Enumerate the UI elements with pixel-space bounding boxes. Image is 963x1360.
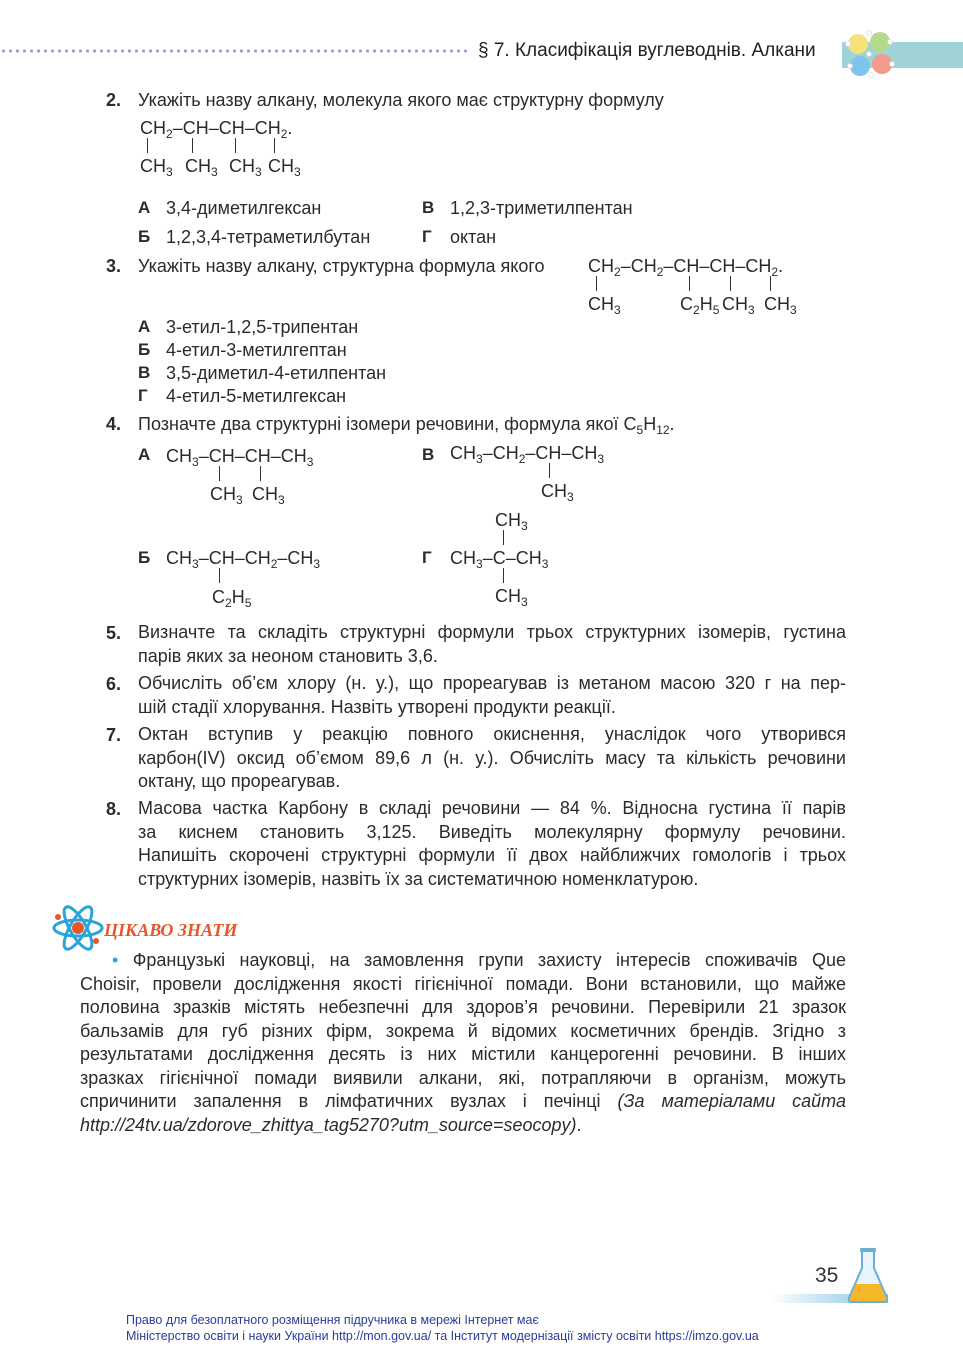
q2-option-g-text: октан [450,227,497,247]
q3-option-b-letter: Б [138,340,151,359]
header-dotted-line [0,49,470,53]
q3-option-g-text: 4-етил-5-метилгексан [166,386,347,406]
q3-option-b-text: 4-етил-3-метилгептан [166,340,347,360]
q3-option-a-letter: А [138,317,151,336]
footer-line-1: Право для безоплатного розміщення підручника в мережі Інтернет має [126,1313,539,1327]
q3-option-a-text: 3-етил-1,2,5-трипентан [166,317,359,337]
q3-number: 3. [106,256,122,276]
q7-number: 7. [106,725,122,745]
q3-option-g-letter: Г [138,386,148,405]
q3-text: Укажіть назву алкану, структурна формула якого [138,256,545,276]
q6-number: 6. [106,674,122,694]
q8-text: Масова частка Карбону в складі речовини — 84 %. Відносна густина її парів за киснем становить 3,125. Виведіть молекулярну формулу речовини. Напишіть скорочені структурні формули її двох найближчих гомологів і трьох структурних ізомерів, назвіть їх за систематичною номенклатурою. [138,798,846,889]
q2-option-a-text: 3,4-диметилгексан [166,198,322,218]
molecule-logo-icon [842,28,900,82]
q2-option-a-letter: А [138,198,151,217]
q2-number: 2. [106,90,122,110]
atom-icon [50,903,106,953]
q7-text: Октан вступив у реакцію повного окиснення, унаслідок чого утворився карбон(IV) оксид об’ємом 89,6 л (н. у.). Обчисліть масу та кількість речовини октану, що прореагував. [138,724,846,791]
q3-option-v-text: 3,5-диметил-4-етилпентан [166,363,387,383]
q2-option-g-letter: Г [422,227,432,246]
q2-text: Укажіть назву алкану, молекула якого має структурну формулу [138,90,664,110]
q5-text: Визначте та складіть структурні формули трьох структурних ізомерів, густина парів яких за неоном становить 3,6. [138,622,846,666]
q2-option-v-letter: В [422,198,435,217]
q4-option-v-letter: В [422,445,435,464]
q2-option-b-letter: Б [138,227,151,246]
interesting-fact-text: • Французькі науковці, на замовлення групи захисту інтересів споживачів Que Choisir, провели дослідження якості гігієнічної помади. Вони встановили, що майже половина зразків містять небезпечні для здоров’я речовини. Перевірили 21 зразок бальзамів для губ різних фірм, зокрема й відомих косметичних брендів. Згідно з результатами дослідження десять із них містили канцерогенні речовини. В інших зразках гігієнічної помади виявили алкани, які, потрапляючи в організм, можуть спричинити запалення в лімфатичних вузлах і печінці (За матеріалами сайта http://24tv.ua/zdorove_zhittya_tag5270?utm_source=seocopy). [80,950,846,1135]
q2-option-v-text: 1,2,3-триметилпентан [450,198,633,218]
footer-line-2: Міністерство освіти і науки України http://mon.gov.ua/ та Інститут модернізації змісту освіти https://imzo.gov.ua [126,1329,759,1343]
q4-option-g-letter: Г [422,548,432,567]
bullet-icon: • [112,950,119,970]
page-number: 35 [815,1264,839,1287]
q2-option-b-text: 1,2,3,4-тетраметилбутан [166,227,371,247]
q5-number: 5. [106,623,122,643]
q4-number: 4. [106,414,122,434]
q4-text: Позначте два структурні ізомери речовини, формула якої $C_5H_{12}$. [138,414,675,437]
q6-text: Обчисліть об’єм хлору (н. у.), що прореагував із метаном масою 320 г на пер- шій стадії хлорування. Назвіть утворені продукти реакції. [138,673,846,717]
flask-icon [846,1246,890,1304]
q4-option-a-letter: А [138,445,151,464]
q8-number: 8. [106,799,122,819]
interesting-fact-heading: ЦІКАВО ЗНАТИ [104,920,238,940]
q4-option-b-letter: Б [138,548,151,567]
q3-option-v-letter: В [138,363,151,382]
page-header-title: § 7. Класифікація вуглеводнів. Алкани [478,40,816,61]
